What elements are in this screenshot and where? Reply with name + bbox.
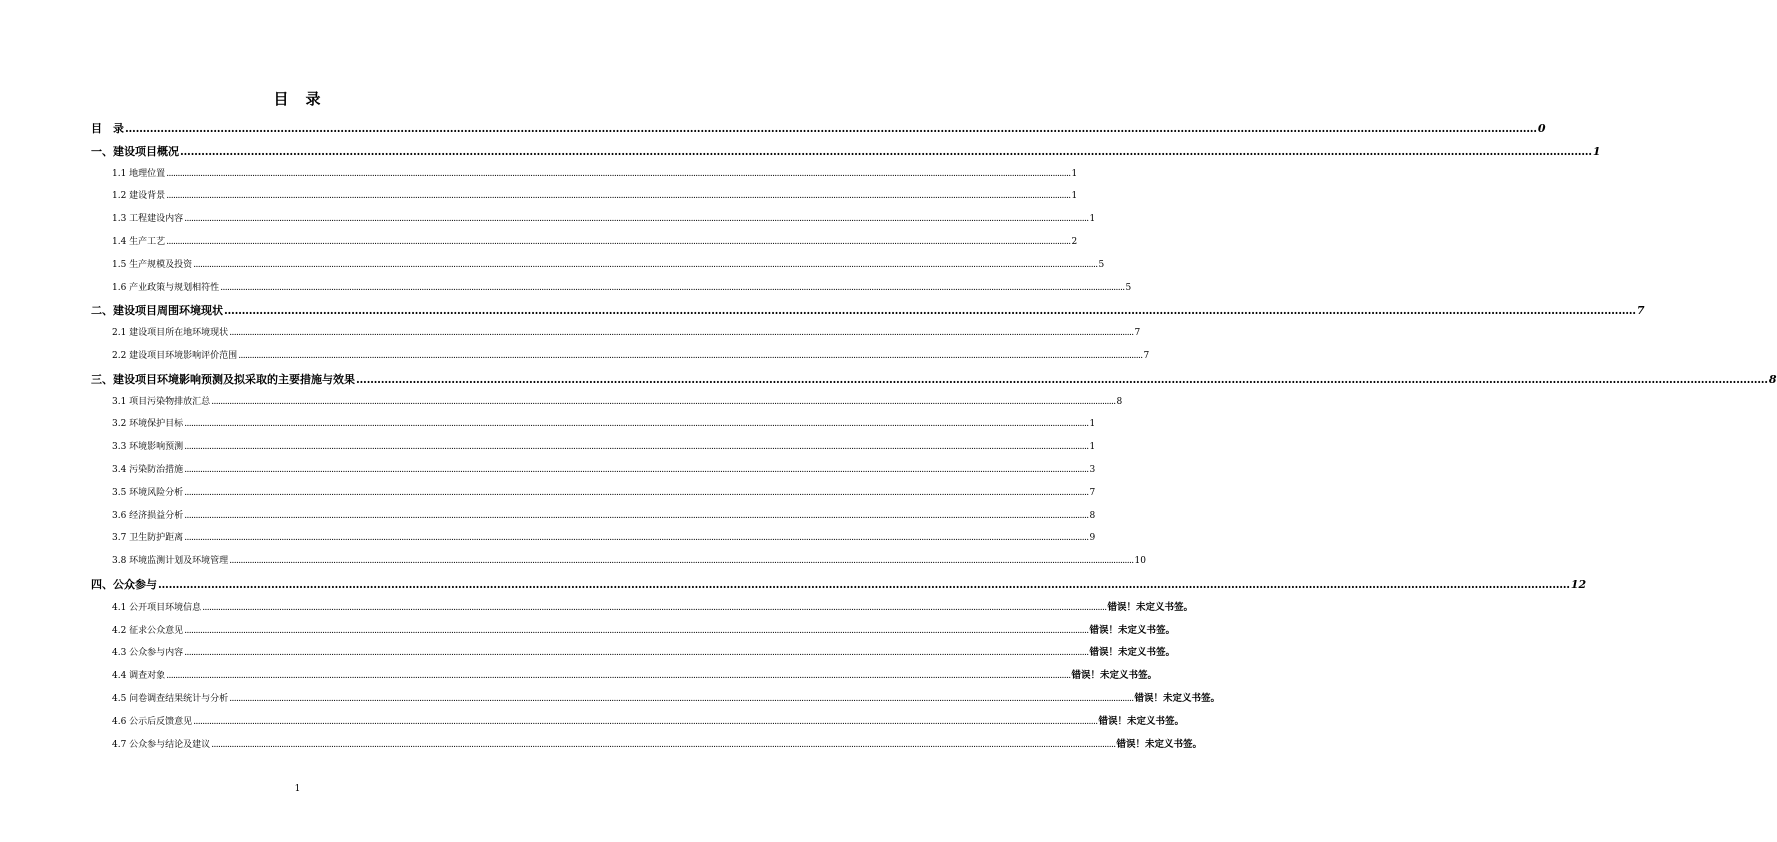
toc-entry-error-text: 错误！未定义书签。 [1089,624,1176,636]
toc-section-entry[interactable] [112,166,1078,179]
toc-dot-leader: ................................................................................................................................................................................................................................................................................................................................................................................................................ [202,602,1107,613]
toc-section-entry[interactable] [112,530,1096,544]
toc-entry-label: 二、建设项目周围环境现状 [91,304,223,318]
toc-section-entry[interactable] [112,553,1146,567]
toc-section-entry[interactable] [112,644,1176,659]
toc-section-entry[interactable] [112,257,1105,270]
toc-dot-leader: ................................................................................................................................................................................................................................................................................................................................................................................................................ [224,304,1636,318]
toc-dot-leader: ................................................................................................................................................................................................................................................................................................................................................................................................................ [166,191,1071,202]
toc-entry-page: 5 [1125,282,1132,293]
toc-dot-leader: ................................................................................................................................................................................................................................................................................................................................................................................................................ [184,214,1089,225]
toc-entry-label: 2.2 建设项目环境影响评价范围 [112,351,238,361]
toc-entry-page: 7 [1134,328,1141,339]
toc-chapter-entry[interactable] [91,143,1601,159]
toc-dot-leader: ................................................................................................................................................................................................................................................................................................................................................................................................................ [184,625,1089,636]
toc-dot-leader: ................................................................................................................................................................................................................................................................................................................................................................................................................ [184,533,1089,544]
toc-entry-label: 1.3 工程建设内容 [112,214,184,225]
toc-section-entry[interactable] [112,462,1096,475]
toc-entry-page: 12 [1570,578,1587,591]
toc-entry-page: 1 [1592,144,1601,158]
toc-section-entry[interactable] [112,736,1203,750]
toc-dot-leader: ................................................................................................................................................................................................................................................................................................................................................................................................................ [184,465,1089,475]
toc-entry-label: 3.7 卫生防护距离 [112,533,184,544]
toc-entry-label: 1.2 建设背景 [112,191,166,202]
toc-entry-page: 0 [1537,122,1546,135]
toc-entry-label: 目 录 [91,122,124,135]
toc-section-entry[interactable] [112,690,1221,704]
toc-entry-label: 4.5 问卷调查结果统计与分析 [112,694,229,704]
toc-entry-label: 1.6 产业政策与规划相符性 [112,282,220,293]
toc-section-entry[interactable] [112,485,1096,498]
toc-entry-label: 三、建设项目环境影响预测及拟采取的主要措施与效果 [91,372,355,386]
toc-entry-label: 4.7 公众参与结论及建议 [112,739,211,750]
toc-dot-leader: ................................................................................................................................................................................................................................................................................................................................................................................................................ [184,648,1089,659]
toc-section-entry[interactable] [112,188,1078,202]
toc-dot-leader: ................................................................................................................................................................................................................................................................................................................................................................................................................ [229,328,1134,339]
toc-entry-error-text: 错误！未定义书签。 [1134,693,1221,704]
toc-dot-leader: ................................................................................................................................................................................................................................................................................................................................................................................................................ [166,671,1071,682]
toc-dot-leader: ................................................................................................................................................................................................................................................................................................................................................................................................................ [193,259,1098,270]
toc-chapter-entry[interactable] [91,120,1546,136]
toc-entry-error-text: 错误！未定义书签。 [1089,647,1176,659]
toc-dot-leader: ................................................................................................................................................................................................................................................................................................................................................................................................................ [184,487,1089,498]
toc-dot-leader: ................................................................................................................................................................................................................................................................................................................................................................................................................ [229,556,1134,567]
toc-entry-label: 1.1 地理位置 [112,168,166,179]
toc-entry-page: 1 [1071,191,1078,202]
toc-section-entry[interactable] [112,599,1194,613]
toc-chapter-entry[interactable] [91,371,1777,387]
toc-dot-leader: ................................................................................................................................................................................................................................................................................................................................................................................................................ [180,144,1592,158]
toc-dot-leader: ................................................................................................................................................................................................................................................................................................................................................................................................................ [158,578,1570,591]
toc-section-entry[interactable] [112,439,1096,453]
toc-dot-leader: ................................................................................................................................................................................................................................................................................................................................................................................................................ [184,419,1089,430]
toc-entry-page: 8 [1768,372,1777,386]
toc-entry-label: 1.5 生产规模及投资 [112,259,193,270]
toc-entry-page: 1 [1071,168,1078,179]
toc-entry-label: 3.2 环境保护目标 [112,419,184,430]
toc-dot-leader: ................................................................................................................................................................................................................................................................................................................................................................................................................ [184,510,1089,521]
toc-dot-leader: ................................................................................................................................................................................................................................................................................................................................................................................................................ [184,442,1089,453]
toc-entry-label: 3.3 环境影响预测 [112,442,184,453]
toc-entry-error-text: 错误！未定义书签。 [1098,715,1185,727]
toc-entry-page: 3 [1089,465,1096,475]
page-number: 1 [294,784,301,794]
toc-entry-page: 10 [1134,556,1146,567]
toc-entry-error-text: 错误！未定义书签。 [1116,738,1203,750]
toc-section-entry[interactable] [112,234,1078,247]
toc-entry-label: 1.4 生产工艺 [112,237,166,247]
toc-entry-page: 9 [1089,533,1096,544]
toc-entry-page: 2 [1071,237,1078,247]
toc-entry-page: 7 [1636,304,1645,318]
toc-entry-page: 8 [1116,396,1123,407]
toc-section-entry[interactable] [112,280,1132,293]
toc-section-entry[interactable] [112,394,1123,407]
toc-entry-page: 1 [1089,419,1096,430]
toc-entry-label: 2.1 建设项目所在地环境现状 [112,328,229,339]
toc-section-entry[interactable] [112,713,1185,727]
toc-chapter-entry[interactable] [91,302,1645,318]
toc-dot-leader: ................................................................................................................................................................................................................................................................................................................................................................................................................ [125,122,1537,135]
toc-section-entry[interactable] [112,325,1141,339]
toc-entry-page: 8 [1089,510,1096,521]
toc-dot-leader: ................................................................................................................................................................................................................................................................................................................................................................................................................ [166,237,1071,247]
toc-section-entry[interactable] [112,667,1158,682]
toc-entry-error-text: 错误！未定义书签。 [1107,601,1194,613]
toc-dot-leader: ................................................................................................................................................................................................................................................................................................................................................................................................................ [220,282,1125,293]
toc-dot-leader: ................................................................................................................................................................................................................................................................................................................................................................................................................ [238,351,1143,361]
toc-dot-leader: ................................................................................................................................................................................................................................................................................................................................................................................................................ [229,694,1134,704]
toc-entry-label: 4.1 公开项目环境信息 [112,602,202,613]
toc-dot-leader: ................................................................................................................................................................................................................................................................................................................................................................................................................ [193,716,1098,727]
toc-entry-label: 一、建设项目概况 [91,144,179,158]
toc-entry-page: 5 [1098,259,1105,270]
toc-entry-error-text: 错误！未定义书签。 [1071,670,1158,682]
toc-entry-label: 3.1 项目污染物排放汇总 [112,396,211,407]
toc-entry-label: 3.6 经济损益分析 [112,510,184,521]
toc-entry-label: 4.6 公示后反馈意见 [112,716,193,727]
toc-dot-leader: ................................................................................................................................................................................................................................................................................................................................................................................................................ [211,396,1116,407]
toc-section-entry[interactable] [112,622,1176,636]
toc-entry-page: 7 [1143,351,1150,361]
toc-section-entry[interactable] [112,508,1096,521]
toc-chapter-entry[interactable] [91,576,1587,592]
toc-section-entry[interactable] [112,416,1096,430]
toc-entry-page: 1 [1089,214,1096,225]
toc-title: 目 录 [273,90,322,108]
toc-entry-label: 3.5 环境风险分析 [112,487,184,498]
toc-entry-page: 7 [1089,487,1096,498]
toc-entry-label: 4.4 调查对象 [112,671,166,682]
toc-dot-leader: ................................................................................................................................................................................................................................................................................................................................................................................................................ [356,372,1768,386]
toc-section-entry[interactable] [112,348,1150,361]
toc-entry-label: 4.2 征求公众意见 [112,625,184,636]
toc-entry-label: 3.8 环境监测计划及环境管理 [112,556,229,567]
toc-entry-page: 1 [1089,442,1096,453]
toc-dot-leader: ................................................................................................................................................................................................................................................................................................................................................................................................................ [166,168,1071,179]
toc-dot-leader: ................................................................................................................................................................................................................................................................................................................................................................................................................ [211,739,1116,750]
toc-entry-label: 4.3 公众参与内容 [112,648,184,659]
toc-entry-label: 3.4 污染防治措施 [112,465,184,475]
toc-section-entry[interactable] [112,211,1096,225]
toc-entry-label: 四、公众参与 [91,578,157,591]
